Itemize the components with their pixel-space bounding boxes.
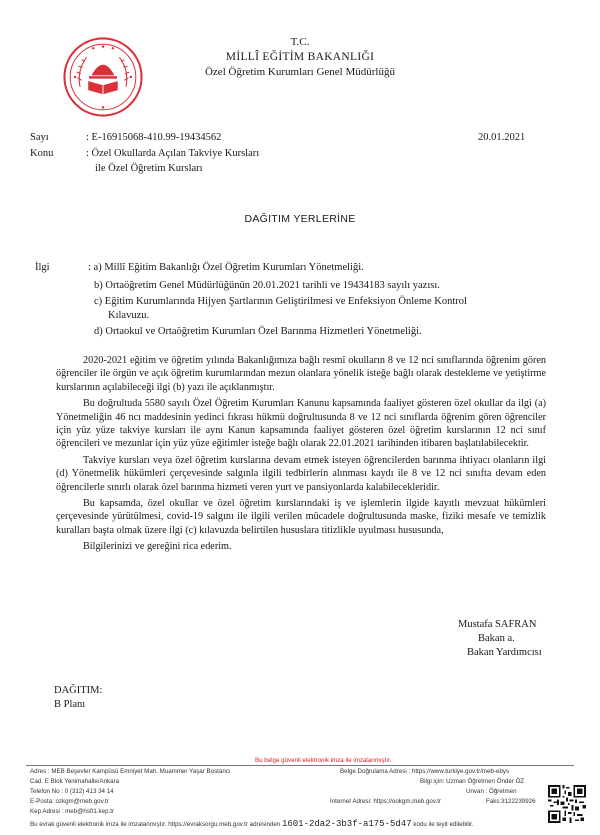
paragraph-2: Bu doğrultuda 5580 sayılı Özel Öğretim Kurumları Kanunu kapsamında faaliyet gösteren özel okullar da ilgi (a) Yönetmeliğin 46 ncı maddesinin yedinci fıkrası hükmü doğrultusunda 8 ve 12 nci sınıflarda öğrenim gören öğrenciler için yüz yüze takviye kursları ile aynı Kanun kapsamında faaliyet gösteren özel öğretim kurslarının 12 nci sınıf öğrencileri ve mezunlar için yüz yüze eğitimler isteğe bağlı olarak 22.01.2021 tarihinden itibaren başlatılabilecektir. [56,398,546,450]
header-tc: T.C. [290,36,310,48]
ilgi-c: c) Eğitim Kurumlarında Hijyen Şartlarının Geliştirilmesi ve Enfeksiyon Önleme Kontrol [94,296,467,307]
qr-code [548,785,586,823]
signer-role-1: Bakan a. [478,633,515,644]
header-ministry: MİLLÎ EĞİTİM BAKANLIĞI [225,51,375,63]
verify-note-pre: Bu evrak güvenli elektronik imza ile imzalanmıştır. https://evraksorgu.meb.gov.tr adresinden [30,821,281,828]
signature-block [420,618,570,660]
footer-address: Adres : MEB Beşevler Kampüsü Emniyet Mah. Muammer Yaşar Bostancı [30,768,231,775]
footer-phone: Telefon No : 0 (312) 413 34 14 [30,788,114,795]
distribution-title: DAĞITIM YERLERİNE [244,213,356,225]
meb-logo [62,36,144,118]
distribution-value: B Planı [54,699,86,710]
konu-value: : Özel Okullarda Açılan Takviye Kursları [86,148,260,159]
footer-address-2: Cad. E Blok Yenimahalle/Ankara [30,778,120,785]
paragraph-4: Bu kapsamda, özel okullar ve özel öğretim kurslarındaki iş ve işlemlerin ilgide kayıtlı mevzuat hükümleri çerçevesinde yürütülmesi, covid-19 salgını ile ilgili verilen mücadele doğrultusunda maske, fiziki mesafe ve temizlik kuralları başta olmak üzere ilgi (c) kılavuzda belirtilen hususlara titizlikle uyulması hususunda, [56,498,546,536]
sayi-value: : E-16915068-410.99-19434562 [86,132,222,143]
footer-fax: Faks:3122239926 [486,798,536,805]
footer-verify-address: Belge Doğrulama Adresi : https://www.turkiye.gov.tr/meb-ebys [340,768,510,775]
paragraph-1: 2020-2021 eğitim ve öğretim yılında Bakanlığımıza bağlı resmî okulların 8 ve 12 nci sınıflarında öğrenim gören öğrenciler ile örgün ve açık öğretim kurumlarından mezun olanlara yönelik isteğe bağlı olarak destekleme ve yetiştirme kurslarının açılabileceği ilgi (b) yazı ile açıklanmıştır. [56,355,546,393]
header-directorate: Özel Öğretim Kurumları Genel Müdürlüğü [204,66,395,78]
letter-body [56,354,546,557]
verify-note-post: kodu ile teyit edilebilir. [413,821,474,828]
sayi-label: Sayı [30,132,49,143]
e-sign-note: Bu belge güvenli elektronik imza ile imzalanmıştır. [255,757,392,764]
paragraph-3: Takviye kursları veya özel öğretim kurslarına devam etmek isteyen öğrencilerden barınma ihtiyacı olanların ilgi (d) Yönetmelik hükümleri çerçevesinde salgınla ilgili tedbirlerin alınması kaydı ile 8 ve 12 nci sınıfta devam eden öğrencilerle sınırlı olarak özel barınma hizmeti veren yurt ve pansiyonlarda kalabilecekleridir. [56,454,546,493]
ilgi-a: : a) Millî Eğitim Bakanlığı Özel Öğretim Kurumları Yönetmeliği. [88,262,364,273]
footer-unvan: Unvan : Öğretmen [466,788,517,795]
distribution-block [54,684,102,712]
paragraph-5: Bilgilerinizi ve gereğini rica ederim. [83,541,232,553]
ilgi-c-cont: Kılavuzu. [108,310,150,321]
ilgi-b: b) Ortaöğretim Genel Müdürlüğünün 20.01.2021 tarihli ve 19434183 sayılı yazısı. [94,280,440,291]
footer-info: Bilgi için: Uzman Öğretmen Önder ÖZ [420,778,525,785]
ilgi-label: İlgi [35,262,50,273]
footer-kep: Kep Adresi : meb@hs01.kep.tr [30,808,115,815]
document-date: 20.01.2021 [478,132,526,143]
footer-divider [26,765,574,766]
konu-label: Konu [30,148,54,159]
verify-code: 1601-2da2-3b3f-a175-5d47 [281,819,412,829]
signer-name: Mustafa SAFRAN [458,619,537,630]
signer-role-2: Bakan Yardımcısı [467,647,542,658]
footer-verify-note [30,819,474,829]
konu-value-line2: ile Özel Öğretim Kursları [95,163,203,174]
ilgi-d: d) Ortaokul ve Ortaöğretim Kurumları Özel Barınma Hizmetleri Yönetmeliği. [94,326,422,337]
footer-internet: İnternet Adresi: https://ookgm.meb.gov.tr [330,798,441,805]
distribution-label: DAĞITIM: [54,685,103,696]
footer-email: E-Posta: ozkgm@meb.gov.tr [30,798,109,805]
